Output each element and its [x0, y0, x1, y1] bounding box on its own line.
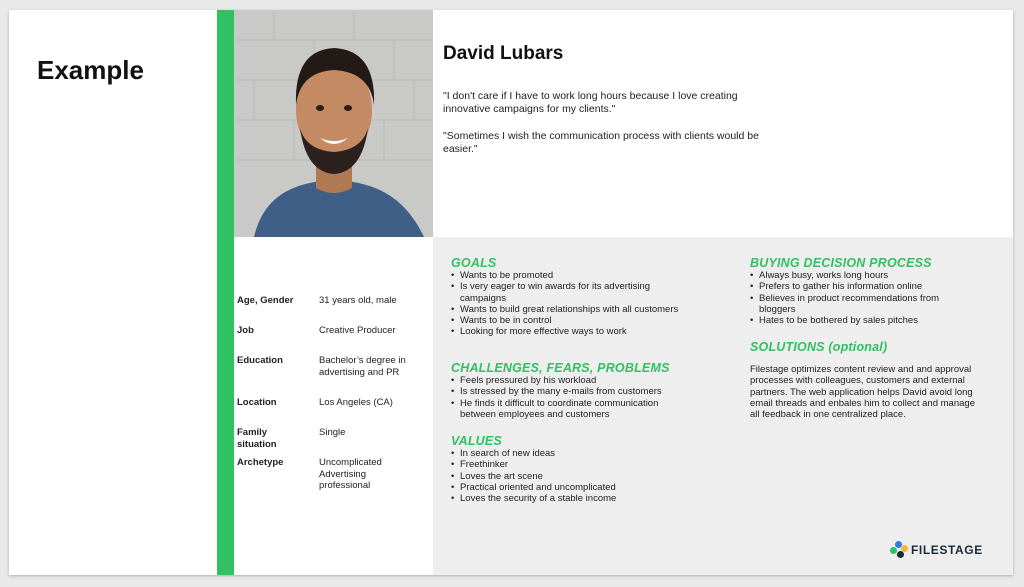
fact-value: Bachelor’s degree in advertising and PR [319, 355, 406, 378]
fact-label: Location [237, 397, 277, 408]
fact-value: Single [319, 427, 346, 438]
solutions-text: Filestage optimizes content review and and approval processes with colleagues, customers and external partners. The web application helps David avoid long email threads and enbales him to collect and manage all feedback in one centralized place. [750, 364, 975, 421]
fact-label: Education [237, 355, 283, 366]
list-item: • Looking for more effective ways to work [451, 326, 691, 337]
list-item: • Is very eager to win awards for its advertising campaigns [451, 281, 691, 304]
solutions-section [750, 340, 982, 420]
fact-value: Los Angeles (CA) [319, 397, 393, 408]
list-item: • Freethinker [451, 459, 691, 470]
section-heading: SOLUTIONS (optional) [750, 340, 888, 354]
list-item: • Loves the security of a stable income [451, 493, 691, 504]
section-heading: GOALS [451, 256, 497, 270]
challenges-section [451, 361, 696, 420]
section-heading: VALUES [451, 434, 502, 448]
fact-label: Archetype [237, 457, 284, 468]
fact-label: Job [237, 325, 254, 336]
buying-process-section [750, 256, 975, 326]
logo-text: FILESTAGE [911, 543, 983, 557]
list-item: • Practical oriented and uncomplicated [451, 482, 691, 493]
list-item: • In search of new ideas [451, 448, 691, 459]
persona-quote: "Sometimes I wish the communication process with clients would be easier." [443, 130, 759, 155]
list-item: • Feels pressured by his workload [451, 375, 696, 386]
list-item: • Wants to be in control [451, 315, 691, 326]
persona-quote: "I don't care if I have to work long hours because I love creating innovative campaigns for my clients." [443, 90, 738, 115]
list-item: • Wants to be promoted [451, 270, 691, 281]
fact-label: Age, Gender [237, 295, 294, 306]
fact-value: Uncomplicated Advertising professional [319, 457, 382, 491]
list-item: • He finds it difficult to coordinate communication between employees and customers [451, 398, 696, 421]
fact-value: 31 years old, male [319, 295, 397, 306]
list-item: • Always busy, works long hours [750, 270, 975, 281]
accent-bar [217, 10, 234, 575]
list-item: • Prefers to gather his information online [750, 281, 975, 292]
section-heading: BUYING DECISION PROCESS [750, 256, 932, 270]
portrait-photo-icon [234, 10, 433, 237]
list-item: • Is stressed by the many e-mails from customers [451, 386, 696, 397]
goals-section [451, 256, 691, 338]
list-item: • Wants to build great relationships with all customers [451, 304, 691, 315]
slide-title: Example [37, 55, 144, 85]
fact-value: Creative Producer [319, 325, 396, 336]
list-item: • Believes in product recommendations from bloggers [750, 293, 975, 316]
fact-label: Family situation [237, 427, 277, 450]
persona-name: David Lubars [443, 43, 564, 64]
values-section [451, 434, 691, 504]
list-item: • Loves the art scene [451, 471, 691, 482]
list-item: • Hates to be bothered by sales pitches [750, 315, 975, 326]
persona-photo [234, 10, 433, 237]
logo-dots-icon [890, 540, 910, 558]
section-heading: CHALLENGES, FEARS, PROBLEMS [451, 361, 670, 375]
